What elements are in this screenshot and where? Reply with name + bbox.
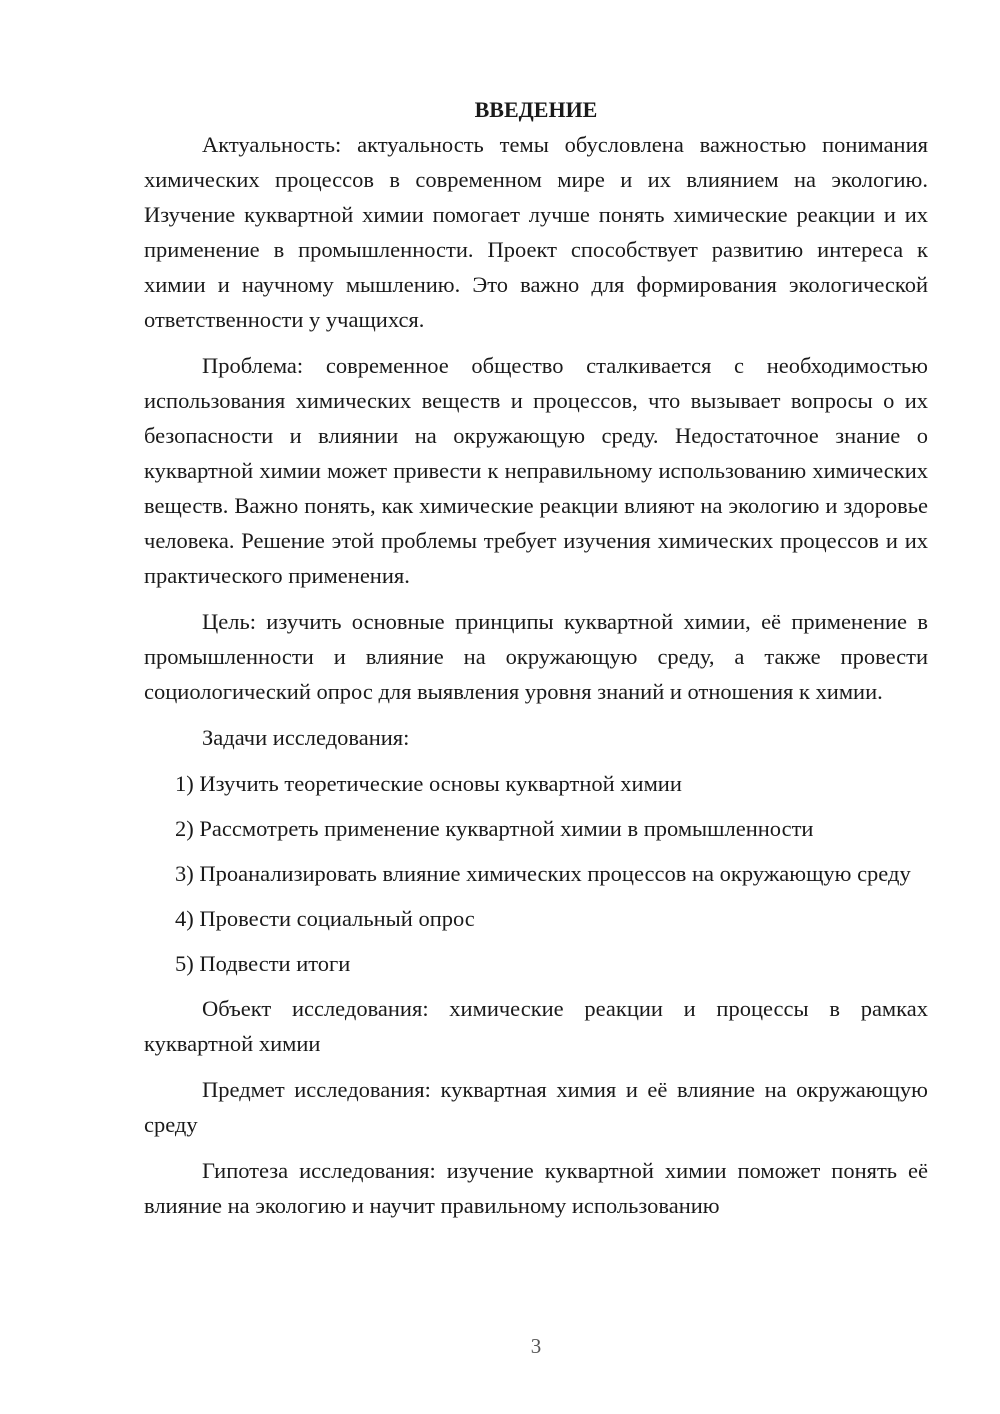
problem-paragraph: Проблема: современное общество сталкивается с необходимостью использования химических веществ и процессов, что вызывает вопросы о их безопасности и влиянии на окружающую среду. Недостаточное знание о куквартной химии может привести к неправильному использованию химических веществ. Важно понять, как химические реакции влияют на экологию и здоровье человека. Решение этой проблемы требует изучения химических процессов и их практического применения. <box>144 353 928 588</box>
task-item: 1) Изучить теоретические основы куквартной химии <box>175 771 682 796</box>
page-content <box>144 92 928 1234</box>
tasks-heading: Задачи исследования: <box>202 725 410 750</box>
object-paragraph: Объект исследования: химические реакции и процессы в рамках куквартной химии <box>144 996 928 1056</box>
task-item: 3) Проанализировать влияние химических процессов на окружающую среду <box>175 861 911 886</box>
relevance-paragraph: Актуальность: актуальность темы обусловлена важностью понимания химических процессов в современном мире и их влиянием на экологию. Изучение куквартной химии помогает лучше понять химические реакции и их применение в промышленности. Проект способствует развитию интереса к химии и научному мышлению. Это важно для формирования экологической ответственности у учащихся. <box>144 132 928 332</box>
goal-paragraph: Цель: изучить основные принципы куквартной химии, её применение в промышленности и влияние на окружающую среду, а также провести социологический опрос для выявления уровня знаний и отношения к химии. <box>144 609 928 704</box>
page-title: ВВЕДЕНИЕ <box>474 97 598 122</box>
task-item: 5) Подвести итоги <box>175 951 351 976</box>
task-item: 4) Провести социальный опрос <box>175 906 475 931</box>
hypothesis-paragraph: Гипотеза исследования: изучение куквартной химии поможет понять её влияние на экологию и научит правильному использованию <box>144 1158 928 1218</box>
page-number: 3 <box>530 1334 542 1358</box>
subject-paragraph: Предмет исследования: куквартная химия и её влияние на окружающую среду <box>144 1077 928 1137</box>
task-item: 2) Рассмотреть применение куквартной химии в промышленности <box>175 816 814 841</box>
